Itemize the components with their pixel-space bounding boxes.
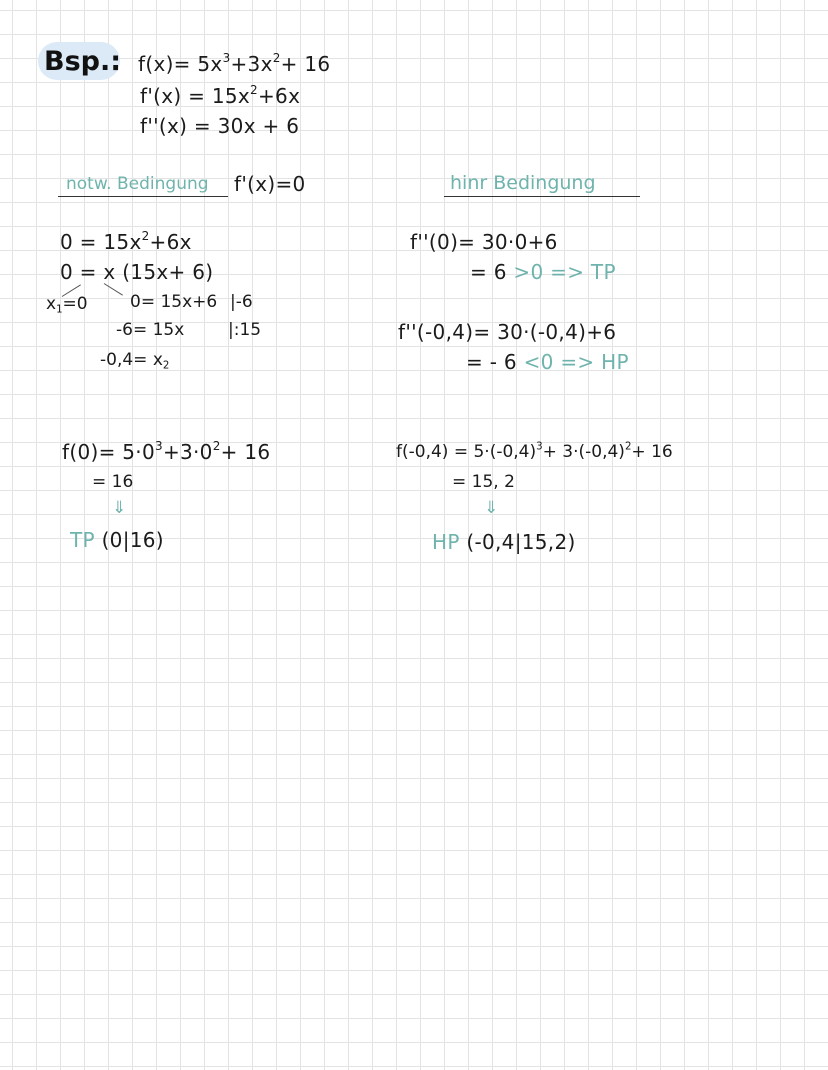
sufficient-condition-heading: hinr Bedingung — [450, 172, 596, 194]
function-value-at-0: $f(0)= 5\cdot 0^3+3\cdot 0^2+ 16$ — [62, 439, 271, 464]
operation-minus-6: |-6 — [230, 292, 253, 312]
high-point: HP (-0,4|15,2) — [432, 530, 576, 554]
necessary-step-4: -6= 15x — [116, 320, 185, 340]
sufficient-step-4: = - 6 <0 => HP — [466, 350, 629, 374]
function-f-double-prime: f''(x) = 30x + 6 — [140, 114, 300, 138]
necessary-heading-underline — [58, 196, 228, 197]
necessary-step-3: 0= 15x+6 — [130, 292, 218, 312]
necessary-condition-heading: notw. Bedingung — [66, 174, 209, 194]
necessary-condition-equation: f'(x)=0 — [234, 172, 306, 196]
function-value-at-minus-0-4: $f(-0,4) = 5\cdot(-0,4)^3+ 3\cdot(-0,4)^2+ 16$ — [396, 441, 673, 462]
solution-x2: $-0,4= x_2$ — [100, 350, 170, 372]
sufficient-step-1: f''(0)= 30·0+6 — [410, 230, 558, 254]
function-f: $f(x)= 5x^3+3x^2+ 16$ — [138, 51, 331, 76]
low-point: TP (0|16) — [70, 528, 164, 552]
solution-x1: $x_1=0$ — [46, 294, 88, 316]
sufficient-step-3: f''(-0,4)= 30·(-0,4)+6 — [398, 320, 617, 344]
function-value-at-minus-0-4-result: = 15, 2 — [452, 472, 515, 492]
function-value-at-0-result: = 16 — [92, 472, 134, 492]
function-f-prime: $f'(x) = 15x^2+6x$ — [140, 83, 301, 108]
arrow-down-right: ⇓ — [484, 498, 499, 518]
sufficient-heading-underline — [444, 196, 640, 197]
example-label: Bsp.: — [44, 46, 122, 77]
necessary-step-1: $0 = 15x^2+6x$ — [60, 229, 192, 254]
operation-divide-15: |:15 — [228, 320, 262, 340]
arrow-down-left: ⇓ — [112, 498, 127, 518]
branch-line-right — [104, 283, 123, 296]
sufficient-step-2: = 6 >0 => TP — [470, 260, 616, 284]
necessary-step-2: 0 = x (15x+ 6) — [60, 260, 214, 284]
